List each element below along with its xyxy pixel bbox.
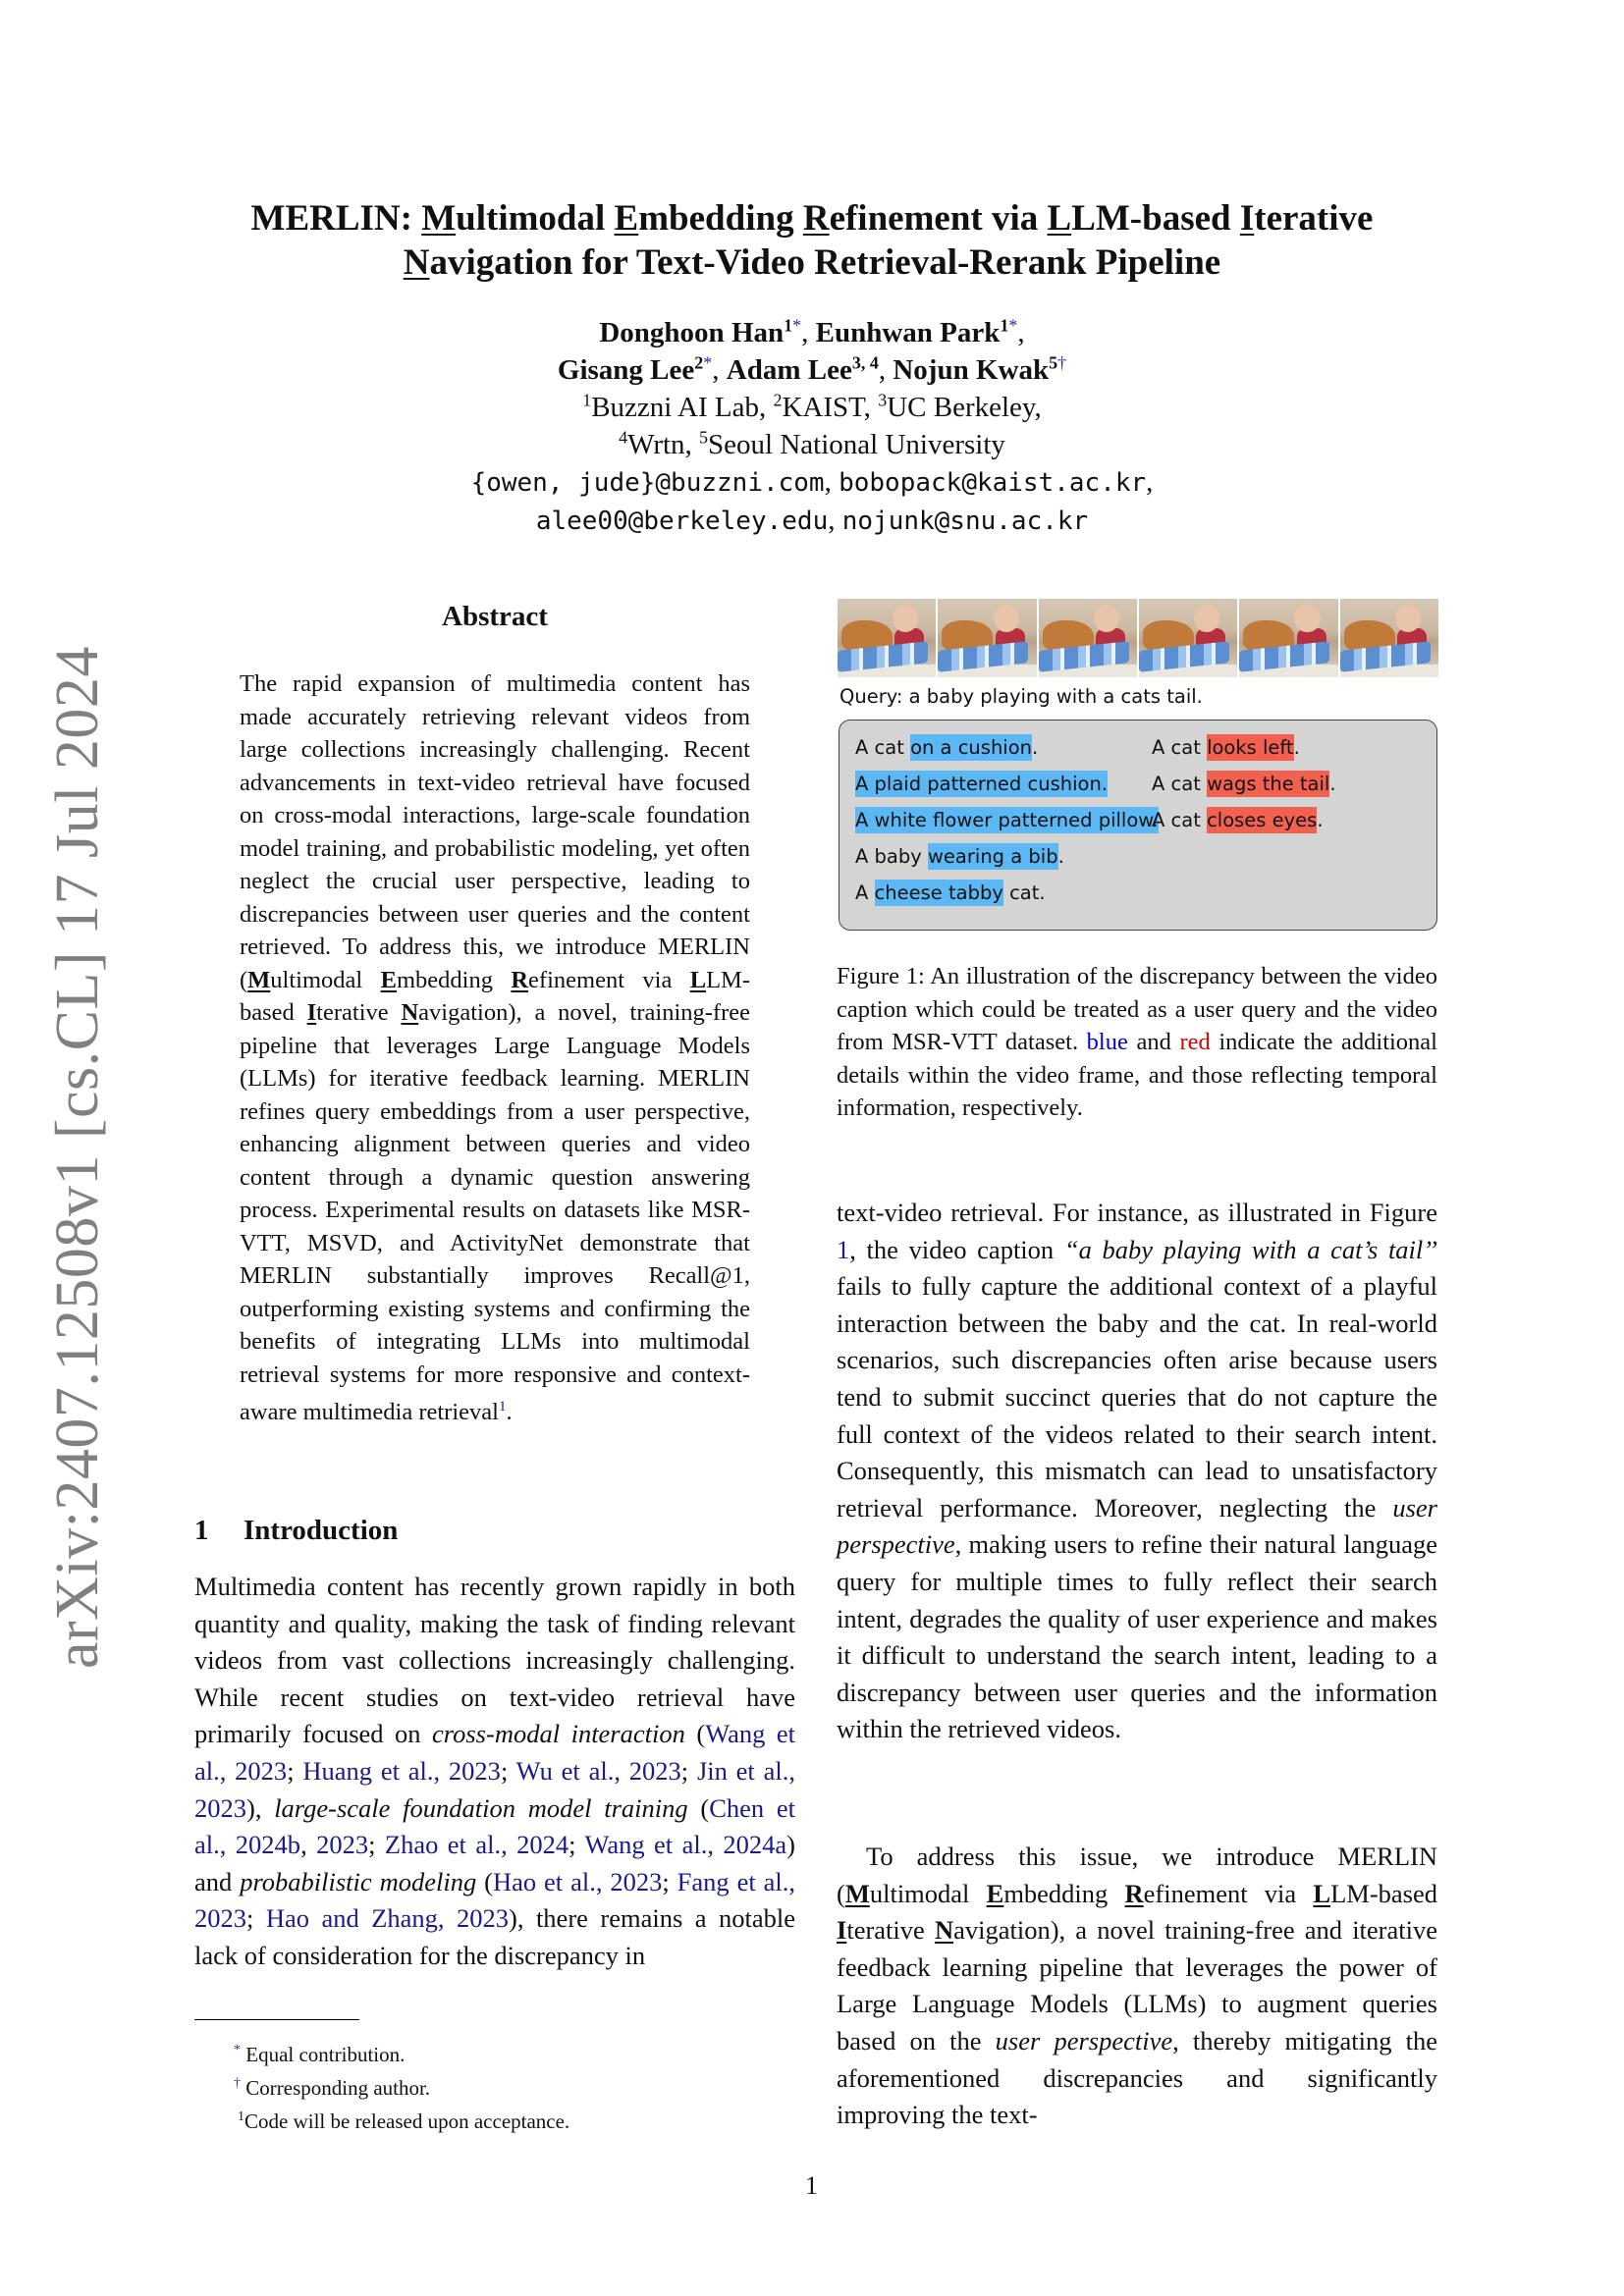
citation-link[interactable]: Chen et al., 2024b [194, 1792, 796, 1860]
author-email[interactable]: alee00@berkeley.edu [535, 507, 829, 536]
emphasis-text: large-scale foundation model training [274, 1792, 688, 1823]
caption-text: A cat [1152, 773, 1208, 795]
author-name: Eunhwan Park [815, 317, 1001, 348]
acronym-bold: E [380, 966, 397, 993]
title-text: LM-based [1071, 198, 1240, 239]
body-text-part: , thereby mitigating the aforementioned discrepancies and significantly improving the text- [837, 2025, 1437, 2130]
acronym-bold: I [306, 999, 317, 1026]
highlighted-phrase-blue: cheese tabby [874, 881, 1003, 904]
emphasis-text: user perspective [995, 2025, 1173, 2056]
author-email[interactable]: bobopack@kaist.ac.kr [839, 468, 1147, 498]
acronym-letter [511, 967, 528, 993]
author-affiliation-mark [694, 352, 712, 372]
title-text: efinement via [829, 198, 1048, 239]
section-title: Introduction [244, 1515, 399, 1546]
affiliation-number: 3, 4 [851, 352, 879, 373]
affiliation-name: Seoul National University [708, 429, 1005, 460]
paper-title [147, 196, 1477, 285]
author-affiliation-mark [852, 352, 879, 372]
caption-text: A cat [1152, 736, 1208, 759]
caption-line [855, 734, 1159, 771]
acronym-letter [401, 999, 418, 1026]
separator: , [828, 505, 842, 536]
caption-line [1152, 771, 1336, 807]
body-text-part: , the video caption [849, 1234, 1064, 1264]
citation-link[interactable]: Hao and Zhang, 2023 [265, 1903, 510, 1934]
body-text-part: avigation), a novel training-free and iterative feedback learning pipeline that leverages the power of Large Language Models (LLMs) to augment queries based on the [837, 1915, 1438, 2056]
caption-text: A [855, 881, 875, 904]
acronym-bold: L [689, 966, 707, 993]
baby-shape [1395, 605, 1421, 631]
acronym-bold: R [511, 966, 529, 993]
body-text-part: ; [662, 1866, 677, 1896]
acronym-bold: N [401, 999, 419, 1026]
caption-text: A cat [1152, 809, 1208, 831]
caption-line [1152, 734, 1336, 771]
acronym-bold: L [1313, 1878, 1331, 1908]
contribution-mark: * [1008, 315, 1018, 336]
acronym-letter [1125, 1879, 1144, 1908]
separator: , [1146, 466, 1154, 498]
acronym-letter [307, 999, 317, 1026]
affiliation-number: 5 [1049, 352, 1058, 373]
caption-text: . [1329, 773, 1336, 795]
caption-text: A cat [855, 736, 911, 759]
affiliation-number: 3 [878, 390, 888, 410]
body-text-part: ( [684, 1719, 706, 1749]
section-heading-introduction [194, 1515, 398, 1547]
separator: , [1017, 317, 1025, 348]
baby-shape [1194, 605, 1219, 631]
acronym-letter: M [421, 198, 457, 239]
page-number: 1 [805, 2171, 818, 2200]
acronym-bold: E [986, 1878, 1004, 1908]
body-text-part: text-video retrieval. For instance, as illustrated in Figure [837, 1198, 1437, 1227]
author-name: Adam Lee [726, 354, 852, 386]
acronym-letter: E [614, 198, 639, 239]
separator: , [712, 354, 727, 386]
color-word-red: red [1179, 1029, 1211, 1055]
body-text-part: ), there remains a notable lack of consideration for the discrepancy in [194, 1903, 795, 1970]
citation-link[interactable]: Wu et al., 2023 [515, 1755, 681, 1786]
emphasis-text: user perspective [837, 1492, 1437, 1560]
author-affiliation-mark [1000, 315, 1017, 335]
body-text-part: LM-based [1330, 1878, 1437, 1908]
abstract-text-part: ultimodal [270, 966, 381, 993]
title-text: mbedding [638, 198, 803, 239]
figure-query-text: Query: a baby playing with a cats tail. [839, 685, 1203, 708]
acronym-letter [690, 967, 706, 993]
affiliation-number: 1 [582, 390, 592, 410]
emphasis-text: probabilistic modeling [240, 1866, 477, 1896]
author-name: Gisang Lee [557, 354, 695, 386]
footnote-text: Equal contribution. [241, 2043, 406, 2066]
caption-text: cat. [1002, 881, 1046, 904]
acronym-bold: I [837, 1915, 847, 1946]
footnote-mark: * [234, 2043, 241, 2057]
baby-shape [994, 605, 1019, 631]
title-text: terative [1254, 198, 1374, 239]
title-line-1 [147, 196, 1477, 240]
caption-line [855, 843, 1159, 880]
frame-detail-captions [855, 734, 1159, 916]
body-text-part: Figure 1: An illustration of the discrepancy between the video caption which could be treated as a user query and the video from MSR-VTT dataset. [837, 963, 1437, 1055]
footnote-mark: 1 [238, 2109, 244, 2124]
title-text: avigation for Text-Video Retrieval-Rerank Pipeline [429, 242, 1221, 283]
footnotes [194, 2036, 569, 2136]
caption-line [855, 771, 1159, 807]
highlighted-phrase-blue: on a cushion [910, 736, 1033, 759]
body-text-part: ; [568, 1830, 585, 1860]
body-text-part: ultimodal [869, 1878, 987, 1908]
email-line-1 [295, 463, 1329, 502]
acronym-letter [845, 1879, 870, 1908]
acronym-letter [1313, 1879, 1330, 1908]
figure-1-caption [837, 960, 1437, 1125]
citation-link[interactable]: Zhao et al., 2024 [384, 1830, 569, 1860]
author-block [295, 314, 1329, 540]
body-text-part: terative [846, 1915, 935, 1946]
citation-link[interactable]: Huang et al., 2023 [302, 1755, 501, 1786]
highlighted-phrase-blue: A plaid patterned cushion. [855, 773, 1109, 795]
body-text-part: , [300, 1830, 317, 1860]
footnote-divider [194, 2019, 359, 2020]
caption-text: . [1057, 845, 1064, 868]
author-email[interactable]: {owen, jude}@buzzni.com [470, 468, 825, 498]
acronym-letter [247, 967, 270, 993]
body-text-part: ; [246, 1903, 266, 1934]
affiliation-name: Buzzni AI Lab, [591, 392, 774, 423]
affiliation-number: 2 [694, 352, 704, 373]
author-affiliation-mark [784, 315, 801, 335]
affiliation-name: Wrtn, [627, 429, 700, 460]
arxiv-identifier-stamp: arXiv:2407.12508v1 [cs.CL] 17 Jul 2024 [44, 646, 111, 1669]
footnote-mark: † [234, 2076, 241, 2091]
body-text-part: To address this issue, we introduce MERLIN ( [837, 1842, 1437, 1908]
separator: , [824, 466, 839, 498]
baby-shape [1094, 605, 1119, 631]
author-name: Donghoon Han [599, 317, 785, 348]
affiliation-number: 1 [1000, 315, 1009, 336]
affiliation-number: 4 [619, 427, 628, 448]
emphasis-text: “a baby playing with a cat’s tail’’ [1063, 1234, 1437, 1264]
body-text-part: ; [500, 1755, 516, 1786]
temporal-captions [1152, 734, 1336, 843]
author-name: Nojun Kwak [893, 354, 1050, 386]
contribution-mark: † [1057, 352, 1067, 373]
author-line-1 [295, 314, 1329, 351]
caption-line [1152, 807, 1336, 843]
abstract-text-part: avigation [418, 999, 509, 1026]
section-number: 1 [194, 1515, 209, 1546]
video-frame-thumbnail [1340, 599, 1438, 677]
acronym-letter [935, 1915, 953, 1945]
color-word-blue: blue [1086, 1029, 1128, 1055]
highlighted-phrase-red: closes eyes [1207, 809, 1318, 831]
body-text-part: ; [680, 1755, 697, 1786]
figure-caption-box [839, 720, 1437, 931]
citation-link[interactable]: 2023 [316, 1830, 369, 1860]
acronym-letter [987, 1879, 1004, 1908]
body-text-part: ; [287, 1755, 303, 1786]
body-text-part: indicate the additional details within the video frame, and those reflecting temporal information, respectively. [837, 1029, 1437, 1121]
footnote-text: Code will be released upon acceptance. [244, 2109, 570, 2133]
title-line-2 [147, 240, 1477, 285]
body-text-part: ) and [194, 1830, 795, 1896]
acronym-letter [837, 1915, 846, 1945]
acronym-letter: R [802, 198, 830, 239]
introduction-paragraph-right-2 [837, 1839, 1437, 2134]
acronym-bold: M [247, 966, 271, 993]
body-text-part: fails to fully capture the additional context of a playful interaction between the baby and the cat. In real-world scenarios, such discrepancies often arise because users tend to submit succinct queries that do not capture the full context of the videos related to their search intent. Consequently, this mismatch can lead to unsatisfactory retrieval performance. Moreover, neglecting the [837, 1271, 1437, 1522]
email-line-2 [295, 502, 1329, 540]
affiliation-name: UC Berkeley, [887, 392, 1042, 423]
video-frame-thumbnail [1139, 599, 1237, 677]
video-frame-strip [838, 599, 1438, 677]
abstract-text-part: . [506, 1399, 513, 1426]
caption-text: . [1317, 809, 1324, 831]
abstract-text-part: efinement via [528, 966, 690, 993]
author-line-2 [295, 351, 1329, 389]
baby-shape [893, 605, 918, 631]
video-frame-thumbnail [1239, 599, 1337, 677]
acronym-bold: N [934, 1915, 954, 1946]
contribution-mark: * [703, 352, 713, 373]
highlighted-phrase-blue: A white flower patterned pillow. [855, 809, 1159, 831]
body-text-part: , making users to refine their natural language query for multiple times to fully reflect their search intent, degrades the quality of user experience and makes it difficult to understand the search intent, leading to a discrepancy between user queries and the information within the retrieved videos. [837, 1529, 1437, 1744]
highlighted-phrase-blue: wearing a bib [927, 845, 1058, 868]
footnote-item [194, 2036, 569, 2069]
body-text-part: efinement via [1143, 1878, 1314, 1908]
footnote-item [194, 2069, 569, 2103]
title-text: MERLIN: [250, 198, 422, 239]
footnote-reference-link[interactable]: 1 [498, 1399, 507, 1415]
introduction-paragraph-right-1 [837, 1195, 1437, 1748]
caption-line [855, 807, 1159, 843]
footnote-item [194, 2103, 569, 2136]
caption-text: A baby [855, 845, 928, 868]
acronym-letter [381, 967, 397, 993]
footnote-text: Corresponding author. [241, 2076, 431, 2100]
citation-link[interactable]: Fang et al., 2023 [194, 1866, 796, 1934]
contribution-mark: * [792, 315, 802, 336]
video-frame-thumbnail [938, 599, 1036, 677]
citation-link[interactable]: Hao et al., 2023 [492, 1866, 663, 1896]
video-frame-thumbnail [838, 599, 936, 677]
body-text-part: ( [687, 1792, 710, 1823]
body-text-part: and [1127, 1029, 1180, 1055]
acronym-letter: L [1047, 198, 1072, 239]
abstract-text-part: terative [316, 999, 402, 1026]
acronym-bold: R [1124, 1878, 1144, 1908]
video-frame-thumbnail [1039, 599, 1137, 677]
author-affiliation-mark [1049, 352, 1066, 372]
affiliation-line-2 [295, 426, 1329, 463]
body-text-part: ( [476, 1866, 493, 1896]
abstract-text [240, 667, 750, 1429]
emphasis-text: cross-modal interaction [432, 1719, 685, 1749]
abstract-text-part: LM-based [240, 966, 750, 1026]
acronym-letter: I [1239, 198, 1255, 239]
affiliation-number: 5 [699, 427, 709, 448]
affiliation-name: KAIST, [782, 392, 879, 423]
citation-link[interactable]: Wang et al., 2024a [584, 1830, 787, 1860]
abstract-heading: Abstract [442, 601, 548, 632]
body-text-part: mbedding [1003, 1878, 1125, 1908]
acronym-bold: M [844, 1878, 870, 1908]
affiliation-number: 1 [784, 315, 793, 336]
citation-link[interactable]: Jin et al., 2023 [194, 1755, 795, 1823]
separator: , [878, 354, 893, 386]
highlighted-phrase-red: looks left [1207, 736, 1294, 759]
body-text-part: ; [368, 1830, 385, 1860]
abstract-text-part: The rapid expansion of multimedia content has made accurately retrieving relevant videos from large collections increasingly challenging. Recent advancements in text-video retrieval have focused on cross-modal interactions, large-scale foundation model training, and probabilistic modeling, yet often neglect the crucial user perspective, leading to discrepancies between user queries and the content retrieved. To address this, we introduce MERLIN ( [240, 670, 750, 993]
affiliation-number: 2 [773, 390, 783, 410]
acronym-letter: N [403, 242, 430, 283]
body-text-part: Multimedia content has recently grown rapidly in both quantity and quality, making the task of finding relevant videos from vast collections increasingly challenging. While recent studies on text-video retrieval have primarily focused on [194, 1572, 795, 1749]
introduction-paragraph-left [194, 1569, 795, 1975]
abstract-text-part: ), a novel, training-free pipeline that leverages Large Language Models (LLMs) for iterative feedback learning. MERLIN refines query embeddings from a user perspective, enhancing alignment between queries and video content through a dynamic question answering process. Experimental results on datasets like MSR-VTT, MSVD, and ActivityNet demonstrate that MERLIN substantially improves Recall@1, outperforming existing systems and confirming the benefits of integrating LLMs into multimodal retrieval systems for more responsive and context-aware multimedia retrieval [240, 999, 750, 1426]
citation-link[interactable]: Wang et al., 2023 [194, 1719, 795, 1786]
body-text-part: ), [246, 1792, 275, 1823]
abstract-text-part: mbedding [396, 966, 512, 993]
title-text: ultimodal [456, 198, 615, 239]
author-email[interactable]: nojunk@snu.ac.kr [841, 507, 1089, 536]
highlighted-phrase-red: wags the tail [1207, 773, 1330, 795]
caption-line [855, 880, 1159, 916]
caption-text: . [1293, 736, 1300, 759]
affiliation-line-1 [295, 389, 1329, 426]
citation-link[interactable]: 1 [837, 1234, 850, 1264]
baby-shape [1294, 605, 1320, 631]
separator: , [801, 317, 816, 348]
caption-text: . [1032, 736, 1039, 759]
